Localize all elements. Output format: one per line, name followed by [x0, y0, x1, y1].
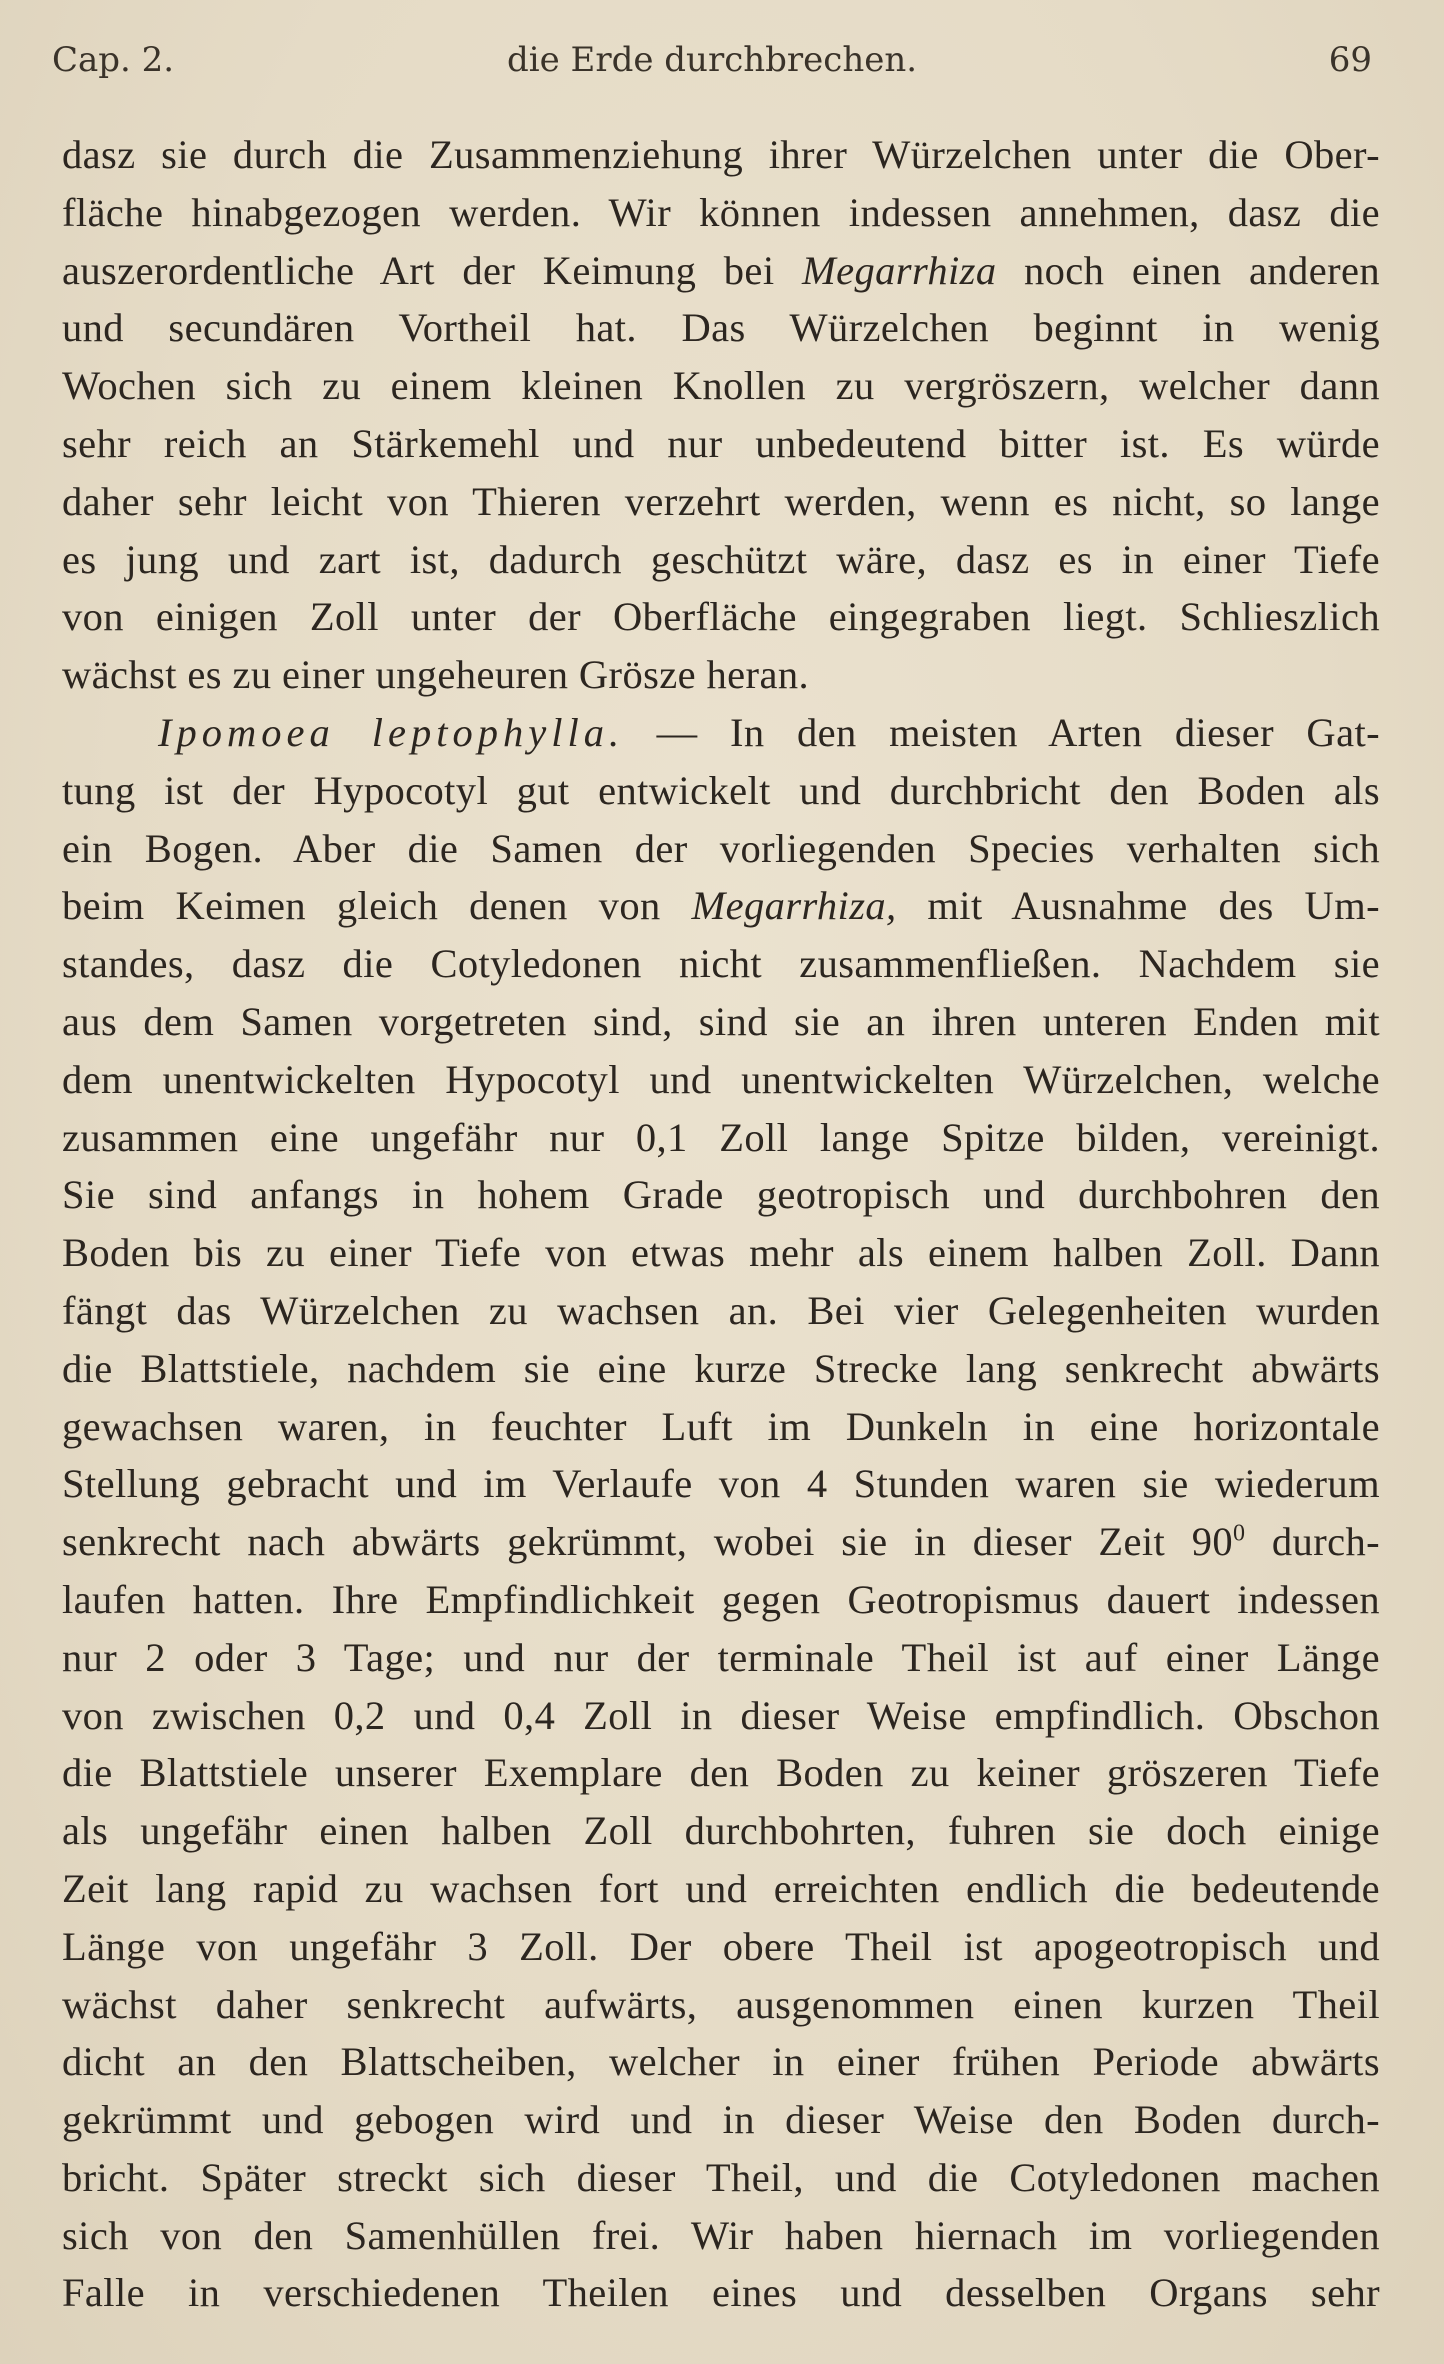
text-line [62, 646, 1380, 704]
text-line [62, 877, 1380, 935]
text-line [62, 1918, 1380, 1976]
text-line [62, 1398, 1380, 1456]
line-text: durch- [1245, 1519, 1381, 1565]
line-text: wächst daher senkrecht aufwärts, ausgenommen einen kurzen Theil [62, 1981, 1380, 2027]
line-text: dasz sie durch die Zusammenziehung ihrer Würzelchen unter die Ober- [62, 132, 1380, 177]
line-text: wächst es zu einer ungeheuren Grösze heran. [62, 652, 809, 698]
text-line [62, 762, 1380, 820]
line-text: bricht. Später streckt sich dieser Theil, und die Cotyledonen machen [62, 2154, 1380, 2200]
text-line [62, 242, 1380, 300]
line-text: senkrecht nach abwärts gekrümmt, wobei sie in dieser Zeit 90 [62, 1519, 1233, 1565]
line-text: beim Keimen gleich denen von [62, 883, 692, 929]
line-text: fläche hinabgezogen werden. Wir können indessen annehmen, dasz die [62, 189, 1380, 235]
line-text: von einigen Zoll unter der Oberfläche eingegraben liegt. Schlieszlich [62, 594, 1380, 640]
page-number: 69 [1328, 40, 1372, 80]
text-line [62, 935, 1380, 993]
line-text: ein Bogen. Aber die Samen der vorliegenden Species verhalten sich [62, 825, 1380, 871]
line-text: die Blattstiele, nachdem sie eine kurze Strecke lang senkrecht abwärts [62, 1345, 1380, 1391]
line-text: Länge von ungefähr 3 Zoll. Der obere Theil ist apogeotropisch und [62, 1923, 1380, 1969]
text-line [62, 2207, 1380, 2265]
degree-sign: 0 [1233, 1520, 1246, 1547]
chapter-label: Cap. 2. [52, 40, 175, 80]
text-line [62, 184, 1380, 242]
text-line [62, 588, 1380, 646]
line-text: laufen hatten. Ihre Empfindlichkeit gegen Geotropismus dauert indessen [62, 1576, 1380, 1622]
text-line [62, 1860, 1380, 1918]
text-line [62, 531, 1380, 589]
text-line [62, 1629, 1380, 1687]
text-line [62, 1455, 1380, 1513]
text-line [62, 126, 1380, 184]
line-text: mit Ausnahme des Um- [896, 883, 1380, 929]
text-line [62, 1976, 1380, 2034]
text-line [62, 1571, 1380, 1629]
text-line [62, 1051, 1380, 1109]
line-text: von zwischen 0,2 und 0,4 Zoll in dieser Weise empfindlich. Obschon [62, 1692, 1380, 1738]
line-text: dicht an den Blattscheiben, welcher in einer frühen Periode abwärts [62, 2039, 1380, 2085]
line-text: fängt das Würzelchen zu wachsen an. Bei vier Gelegenheiten wurden [62, 1287, 1380, 1333]
line-text: standes, dasz die Cotyledonen nicht zusammenfließen. Nachdem sie [62, 941, 1380, 987]
species-name: Ipomoea leptophylla. [158, 709, 625, 755]
text-line [62, 299, 1380, 357]
page-header [52, 40, 1372, 86]
text-line [62, 1282, 1380, 1340]
text-line [62, 2091, 1380, 2149]
line-text: Wochen sich zu einem kleinen Knollen zu vergröszern, welcher dann [62, 363, 1380, 409]
text-line [62, 415, 1380, 473]
line-text: es jung und zart ist, dadurch geschützt wäre, dasz es in einer Tiefe [62, 536, 1380, 582]
line-text: gewachsen waren, in feuchter Luft im Dunkeln in eine horizontale [62, 1403, 1380, 1449]
text-line [62, 704, 1380, 762]
text-line [62, 1166, 1380, 1224]
genus-name: Megarrhiza, [691, 883, 897, 929]
text-line [62, 1224, 1380, 1282]
line-text: und secundären Vortheil hat. Das Würzelchen beginnt in wenig [62, 305, 1380, 351]
text-line [62, 357, 1380, 415]
text-line [62, 2033, 1380, 2091]
line-text: tung ist der Hypocotyl gut entwickelt und durchbricht den Boden als [62, 767, 1380, 813]
line-text: nur 2 oder 3 Tage; und nur der terminale Theil ist auf einer Länge [62, 1634, 1380, 1680]
running-title: die Erde durchbrechen. [506, 40, 918, 80]
line-text: Sie sind anfangs in hohem Grade geotropisch und durchbohren den [62, 1172, 1380, 1218]
text-line [62, 1687, 1380, 1745]
text-line [62, 1109, 1380, 1167]
line-text: aus dem Samen vorgetreten sind, sind sie an ihren unteren Enden mit [62, 998, 1380, 1044]
line-text: die Blattstiele unserer Exemplare den Boden zu keiner gröszeren Tiefe [62, 1750, 1380, 1796]
text-line [62, 1744, 1380, 1802]
text-line [62, 2149, 1380, 2207]
genus-name: Megarrhiza [801, 247, 997, 293]
text-line [62, 1513, 1380, 1571]
text-line [62, 820, 1380, 878]
body-text [62, 126, 1380, 2322]
line-text: sich von den Samenhüllen frei. Wir haben hiernach im vorliegenden [62, 2212, 1380, 2258]
line-text: — In den meisten Arten dieser Gat- [624, 709, 1380, 755]
line-text: sehr reich an Stärkemehl und nur unbedeutend bitter ist. Es würde [62, 420, 1380, 466]
text-line [62, 993, 1380, 1051]
line-text: Stellung gebracht und im Verlaufe von 4 Stunden waren sie wiederum [62, 1461, 1380, 1507]
line-text: Boden bis zu einer Tiefe von etwas mehr als einem halben Zoll. Dann [62, 1230, 1380, 1276]
line-text: daher sehr leicht von Thieren verzehrt werden, wenn es nicht, so lange [62, 478, 1380, 524]
line-text: dem unentwickelten Hypocotyl und unentwickelten Würzelchen, welche [62, 1056, 1380, 1102]
line-text: zusammen eine ungefähr nur 0,1 Zoll lange Spitze bilden, vereinigt. [62, 1114, 1380, 1160]
line-text: noch einen anderen [996, 247, 1380, 293]
line-text: gekrümmt und gebogen wird und in dieser Weise den Boden durch- [62, 2097, 1380, 2143]
line-text: Zeit lang rapid zu wachsen fort und erreichten endlich die bedeutende [62, 1865, 1380, 1911]
text-line [62, 1802, 1380, 1860]
text-line [62, 2264, 1380, 2322]
text-line [62, 1340, 1380, 1398]
text-line [62, 473, 1380, 531]
line-text: auszerordentliche Art der Keimung bei [62, 247, 802, 293]
line-text: als ungefähr einen halben Zoll durchbohrten, fuhren sie doch einige [62, 1808, 1380, 1854]
line-text: Falle in verschiedenen Theilen eines und desselben Organs sehr [62, 2270, 1380, 2316]
